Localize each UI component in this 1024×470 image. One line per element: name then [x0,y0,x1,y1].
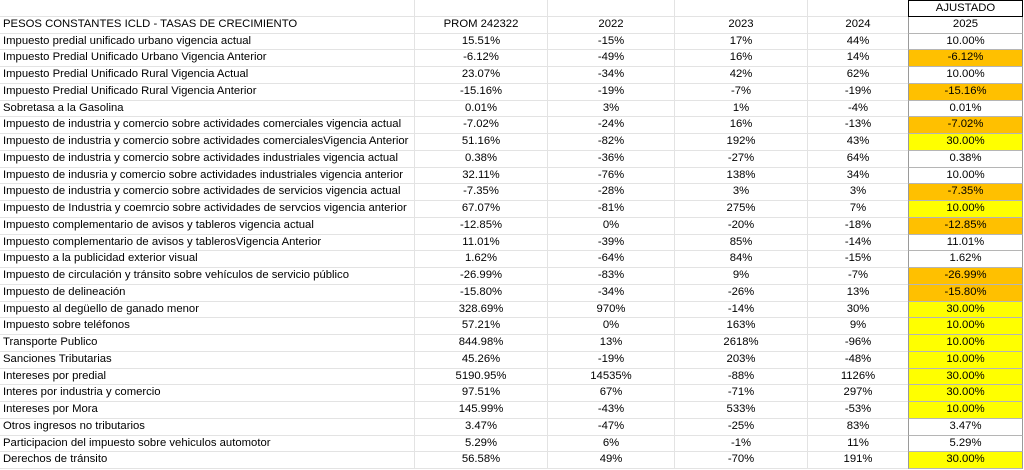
year-2024-cell[interactable]: 43% [808,134,908,151]
concept-cell[interactable]: Sobretasa a la Gasolina [0,101,415,118]
prom-cell[interactable]: 0.01% [415,101,548,118]
year-2022-cell[interactable]: -82% [548,134,675,151]
year-2023-cell[interactable]: 163% [675,318,808,335]
year-2022-cell[interactable]: 970% [548,302,675,319]
table-row [0,184,1024,201]
year-2024-cell[interactable]: -4% [808,101,908,118]
concept-cell[interactable]: Impuesto de indusria y comercio sobre actividades industriales vigencia anterior [0,168,415,185]
table-row [0,318,1024,335]
year-2024-cell[interactable]: 7% [808,201,908,218]
year-2022-cell[interactable]: -36% [548,151,675,168]
adjusted-label-row [0,0,1024,17]
year-2023-cell[interactable]: 138% [675,168,808,185]
year-2022-cell[interactable]: 0% [548,218,675,235]
table-row [0,50,1024,67]
year-2023-cell[interactable]: 533% [675,402,808,419]
concept-cell[interactable]: Impuesto sobre teléfonos [0,318,415,335]
empty-cell[interactable] [675,0,808,17]
year-2023-cell[interactable]: -7% [675,84,808,101]
year-2023-cell[interactable]: 84% [675,251,808,268]
adjusted-2025-cell[interactable]: 10.00% [908,318,1023,335]
concept-cell[interactable]: Intereses por Mora [0,402,415,419]
sheet-title-header[interactable]: PESOS CONSTANTES ICLD - TASAS DE CRECIMIENTO [0,17,415,34]
adjusted-2025-cell[interactable]: 10.00% [908,67,1023,84]
header-row [0,17,1024,34]
table-row [0,201,1024,218]
concept-cell[interactable]: Impuesto complementario de avisos y tableros vigencia actual [0,218,415,235]
year-2024-cell[interactable]: 34% [808,168,908,185]
year-2024-cell[interactable]: 14% [808,50,908,67]
concept-cell[interactable]: Impuesto predial unificado urbano vigencia actual [0,34,415,51]
year-2022-cell[interactable]: 3% [548,101,675,118]
year-2023-cell[interactable]: -88% [675,369,808,386]
year-2023-cell[interactable]: -14% [675,302,808,319]
year-2024-cell[interactable]: 297% [808,385,908,402]
year-2022-header[interactable]: 2022 [548,17,675,34]
table-row [0,67,1024,84]
prom-header[interactable]: PROM 242322 [415,17,548,34]
year-2024-cell[interactable]: -13% [808,117,908,134]
prom-cell[interactable]: -7.02% [415,117,548,134]
year-2024-cell[interactable]: -19% [808,84,908,101]
concept-cell[interactable]: Impuesto de circulación y tránsito sobre vehículos de servicio público [0,268,415,285]
prom-cell[interactable]: 23.07% [415,67,548,84]
prom-cell[interactable]: 844.98% [415,335,548,352]
year-2024-cell[interactable]: 1126% [808,369,908,386]
adjusted-2025-cell[interactable]: 11.01% [908,235,1023,252]
table-row [0,134,1024,151]
year-2022-cell[interactable]: 6% [548,436,675,453]
concept-cell[interactable]: Impuesto Predial Unificado Rural Vigencia Actual [0,67,415,84]
year-2023-cell[interactable]: -1% [675,436,808,453]
concept-cell[interactable]: Impuesto de industria y comercio sobre actividades comerciales vigencia actual [0,117,415,134]
year-2023-cell[interactable]: 85% [675,235,808,252]
year-2023-cell[interactable]: -20% [675,218,808,235]
prom-cell[interactable]: 15.51% [415,34,548,51]
year-2024-cell[interactable]: -96% [808,335,908,352]
year-2023-cell[interactable]: 16% [675,117,808,134]
year-2024-cell[interactable]: -7% [808,268,908,285]
prom-cell[interactable]: 97.51% [415,385,548,402]
year-2022-cell[interactable]: -15% [548,34,675,51]
adjusted-2025-cell[interactable]: -26.99% [908,268,1023,285]
concept-cell[interactable]: Impuesto a la publicidad exterior visual [0,251,415,268]
table-row [0,84,1024,101]
table-row [0,34,1024,51]
adjusted-2025-cell[interactable]: 30.00% [908,369,1023,386]
year-2022-cell[interactable]: 67% [548,385,675,402]
year-2022-cell[interactable]: -28% [548,184,675,201]
year-2022-cell[interactable]: 0% [548,318,675,335]
concept-cell[interactable]: Transporte Publico [0,335,415,352]
prom-cell[interactable]: 51.16% [415,134,548,151]
adjusted-2025-cell[interactable]: 30.00% [908,302,1023,319]
year-2024-cell[interactable]: 64% [808,151,908,168]
prom-cell[interactable]: 5190.95% [415,369,548,386]
year-2024-cell[interactable]: 83% [808,419,908,436]
concept-cell[interactable]: Impuesto al degüello de ganado menor [0,302,415,319]
year-2024-cell[interactable]: -48% [808,352,908,369]
table-row [0,436,1024,453]
concept-cell[interactable]: Otros ingresos no tributarios [0,419,415,436]
adjusted-2025-cell[interactable]: 0.38% [908,151,1023,168]
year-2024-cell[interactable]: 13% [808,285,908,302]
table-row [0,168,1024,185]
year-2023-cell[interactable]: 203% [675,352,808,369]
year-2022-cell[interactable]: -81% [548,201,675,218]
year-2023-cell[interactable]: 17% [675,34,808,51]
table-row [0,369,1024,386]
table-row [0,117,1024,134]
prom-cell[interactable]: 57.21% [415,318,548,335]
adjusted-2025-cell[interactable]: -7.35% [908,184,1023,201]
adjusted-2025-cell[interactable]: 0.01% [908,101,1023,118]
adjusted-2025-cell[interactable]: -15.80% [908,285,1023,302]
year-2024-cell[interactable]: -14% [808,235,908,252]
year-2022-cell[interactable]: -47% [548,419,675,436]
table-row [0,218,1024,235]
year-2023-cell[interactable]: 42% [675,67,808,84]
year-2022-cell[interactable]: 49% [548,452,675,469]
adjusted-2025-cell[interactable]: 10.00% [908,168,1023,185]
empty-cell[interactable] [415,0,548,17]
year-2022-cell[interactable]: -64% [548,251,675,268]
prom-cell[interactable]: 328.69% [415,302,548,319]
year-2022-cell[interactable]: -19% [548,352,675,369]
table-row [0,285,1024,302]
prom-cell[interactable]: -12.85% [415,218,548,235]
adjusted-2025-cell[interactable]: 1.62% [908,251,1023,268]
year-2023-cell[interactable]: 192% [675,134,808,151]
empty-cell[interactable] [548,0,675,17]
concept-cell[interactable]: Participacion del impuesto sobre vehiculos automotor [0,436,415,453]
concept-cell[interactable]: Derechos de tránsito [0,452,415,469]
concept-cell[interactable]: Impuesto de industria y comercio sobre actividades comercialesVigencia Anterior [0,134,415,151]
year-2022-cell[interactable]: -76% [548,168,675,185]
adjusted-2025-cell[interactable]: 10.00% [908,201,1023,218]
prom-cell[interactable]: -7.35% [415,184,548,201]
prom-cell[interactable]: 45.26% [415,352,548,369]
prom-cell[interactable]: 3.47% [415,419,548,436]
year-2022-cell[interactable]: -34% [548,67,675,84]
table-row [0,385,1024,402]
concept-cell[interactable]: Impuesto de delineación [0,285,415,302]
table-row [0,419,1024,436]
year-2024-cell[interactable]: 30% [808,302,908,319]
year-2024-cell[interactable]: 3% [808,184,908,201]
adjusted-header-cell[interactable]: AJUSTADO [908,0,1023,17]
prom-cell[interactable]: 67.07% [415,201,548,218]
year-2023-cell[interactable]: -25% [675,419,808,436]
year-2023-cell[interactable]: -71% [675,385,808,402]
adjusted-2025-cell[interactable]: 10.00% [908,402,1023,419]
adjusted-2025-cell[interactable]: 10.00% [908,335,1023,352]
table-row [0,151,1024,168]
year-2022-cell[interactable]: 13% [548,335,675,352]
adjusted-2025-cell[interactable]: 5.29% [908,436,1023,453]
table-row [0,302,1024,319]
adjusted-2025-cell[interactable]: 10.00% [908,352,1023,369]
year-2024-cell[interactable]: 11% [808,436,908,453]
prom-cell[interactable]: 11.01% [415,235,548,252]
table-row [0,101,1024,118]
adjusted-2025-cell[interactable]: 30.00% [908,385,1023,402]
year-2023-cell[interactable]: 3% [675,184,808,201]
adjusted-2025-cell[interactable]: -12.85% [908,218,1023,235]
concept-cell[interactable]: Impuesto de industria y comercio sobre actividades industriales vigencia actual [0,151,415,168]
adjusted-2025-cell[interactable]: 30.00% [908,452,1023,469]
concept-cell[interactable]: Intereses por predial [0,369,415,386]
year-2025-header[interactable]: 2025 [908,17,1023,34]
year-2023-cell[interactable]: -26% [675,285,808,302]
year-2024-cell[interactable]: -18% [808,218,908,235]
year-2024-cell[interactable]: -53% [808,402,908,419]
adjusted-2025-cell[interactable]: 30.00% [908,134,1023,151]
adjusted-2025-cell[interactable]: -6.12% [908,50,1023,67]
prom-cell[interactable]: 32.11% [415,168,548,185]
year-2023-cell[interactable]: 1% [675,101,808,118]
prom-cell[interactable]: 1.62% [415,251,548,268]
prom-cell[interactable]: 0.38% [415,151,548,168]
table-row [0,251,1024,268]
year-2022-cell[interactable]: -19% [548,84,675,101]
year-2024-header[interactable]: 2024 [808,17,908,34]
year-2024-cell[interactable]: 62% [808,67,908,84]
year-2024-cell[interactable]: -15% [808,251,908,268]
concept-cell[interactable]: Sanciones Tributarias [0,352,415,369]
adjusted-2025-cell[interactable]: 3.47% [908,419,1023,436]
table-row [0,335,1024,352]
prom-cell[interactable]: 5.29% [415,436,548,453]
year-2022-cell[interactable]: -39% [548,235,675,252]
empty-cell[interactable] [808,0,908,17]
year-2022-cell[interactable]: 14535% [548,369,675,386]
empty-cell[interactable] [0,0,415,17]
year-2023-cell[interactable]: -27% [675,151,808,168]
year-2022-cell[interactable]: -83% [548,268,675,285]
prom-cell[interactable]: 145.99% [415,402,548,419]
concept-cell[interactable]: Interes por industria y comercio [0,385,415,402]
table-row [0,402,1024,419]
prom-cell[interactable]: -15.16% [415,84,548,101]
year-2024-cell[interactable]: 191% [808,452,908,469]
year-2023-cell[interactable]: 9% [675,268,808,285]
year-2023-cell[interactable]: -70% [675,452,808,469]
prom-cell[interactable]: -26.99% [415,268,548,285]
table-row [0,452,1024,469]
year-2023-cell[interactable]: 275% [675,201,808,218]
year-2022-cell[interactable]: -49% [548,50,675,67]
year-2023-header[interactable]: 2023 [675,17,808,34]
year-2022-cell[interactable]: -43% [548,402,675,419]
concept-cell[interactable]: Impuesto de industria y comercio sobre actividades de servicios vigencia actual [0,184,415,201]
concept-cell[interactable]: Impuesto de Industria y coemrcio sobre actividades de servcios vigencia anterior [0,201,415,218]
year-2022-cell[interactable]: -34% [548,285,675,302]
year-2023-cell[interactable]: 2618% [675,335,808,352]
prom-cell[interactable]: 56.58% [415,452,548,469]
table-row [0,352,1024,369]
concept-cell[interactable]: Impuesto complementario de avisos y tablerosVigencia Anterior [0,235,415,252]
year-2023-cell[interactable]: 16% [675,50,808,67]
concept-cell[interactable]: Impuesto Predial Unificado Rural Vigencia Anterior [0,84,415,101]
year-2022-cell[interactable]: -24% [548,117,675,134]
adjusted-2025-cell[interactable]: -15.16% [908,84,1023,101]
prom-cell[interactable]: -6.12% [415,50,548,67]
concept-cell[interactable]: Impuesto Predial Unificado Urbano Vigencia Anterior [0,50,415,67]
year-2024-cell[interactable]: 44% [808,34,908,51]
table-row [0,235,1024,252]
prom-cell[interactable]: -15.80% [415,285,548,302]
table-row [0,268,1024,285]
year-2024-cell[interactable]: 9% [808,318,908,335]
adjusted-2025-cell[interactable]: 10.00% [908,34,1023,51]
adjusted-2025-cell[interactable]: -7.02% [908,117,1023,134]
